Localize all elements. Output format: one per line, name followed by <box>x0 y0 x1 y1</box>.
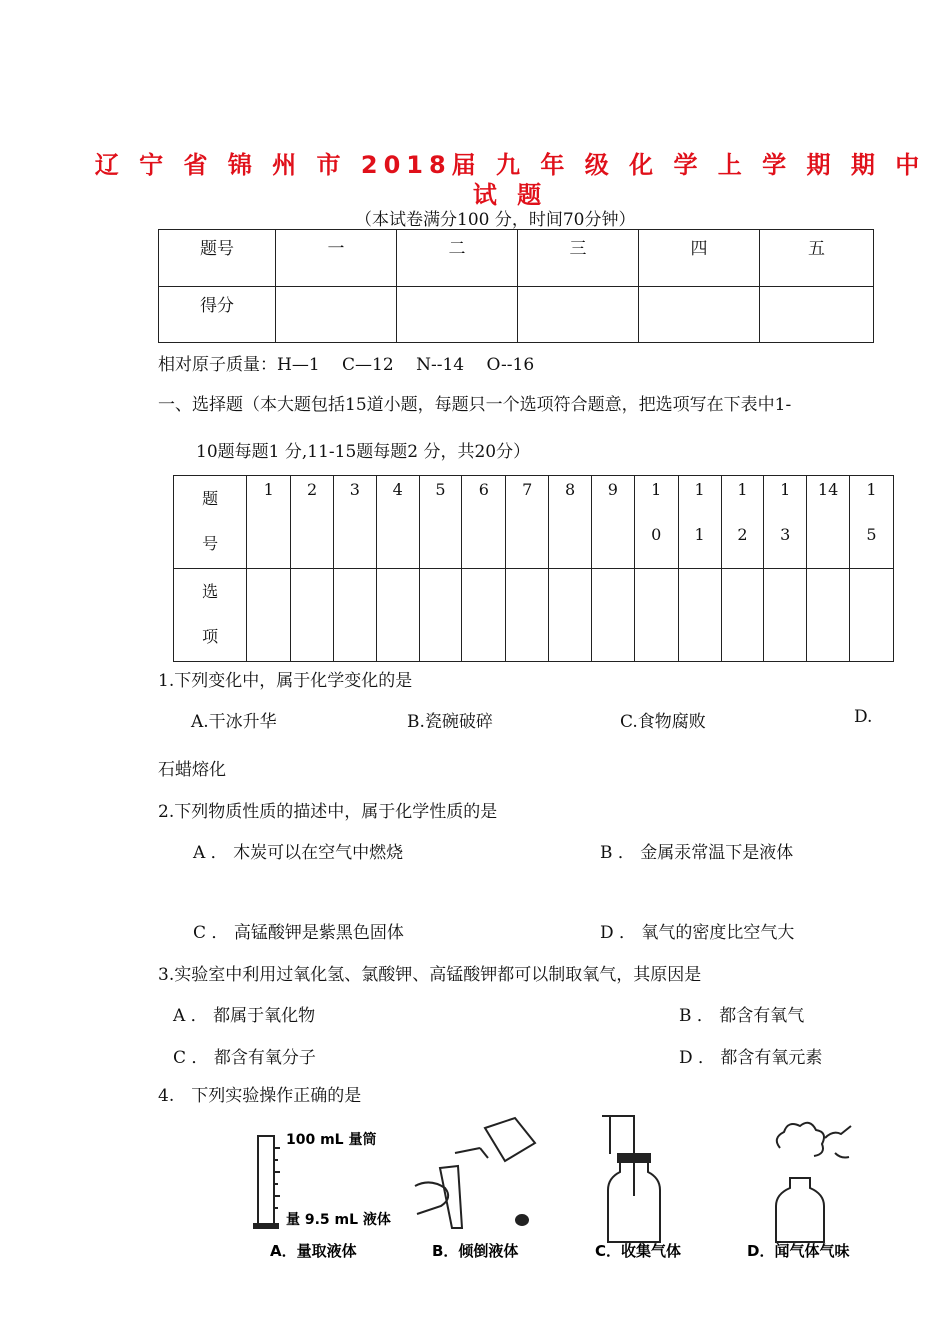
score-header-4: 四 <box>639 230 760 287</box>
answer-number-top: 3 <box>349 480 360 499</box>
answer-table <box>173 475 894 662</box>
answer-choice-cell[interactable] <box>764 569 807 662</box>
score-cell[interactable] <box>760 287 874 343</box>
answer-number-top: 5 <box>435 480 446 499</box>
q1-option-b: B.瓷碗破碎 <box>407 712 493 732</box>
q3-option-d: D ． 都含有氧元素 <box>679 1048 823 1068</box>
q1-option-d: D. <box>854 707 873 727</box>
q2-stem: 2.下列物质性质的描述中，属于化学性质的是 <box>158 802 498 822</box>
answer-number-top: 9 <box>607 480 618 499</box>
score-cell[interactable] <box>276 287 397 343</box>
q4-caption-a: A．量取液体 <box>270 1242 357 1260</box>
q4-figure <box>250 1108 900 1268</box>
answer-number-top: 1 <box>263 480 274 499</box>
answer-choice-cell[interactable] <box>849 569 893 662</box>
answer-number-cell <box>247 476 291 569</box>
answer-row-label-choice <box>174 569 247 662</box>
q1-option-d-cont: 石蜡熔化 <box>158 760 226 780</box>
cylinder-label-top: 100 mL 量筒 <box>286 1132 377 1148</box>
answer-choice-cell[interactable] <box>506 569 549 662</box>
exam-title-line1: 辽 宁 省 锦 州 市 2018届 九 年 级 化 学 上 学 期 期 中 <box>94 151 926 179</box>
score-cell[interactable] <box>518 287 639 343</box>
answer-number-cell <box>807 476 850 569</box>
answer-choice-cell[interactable] <box>333 569 376 662</box>
q1-option-c: C.食物腐败 <box>620 712 706 732</box>
answer-choice-cell[interactable] <box>807 569 850 662</box>
answer-number-bottom: 0 <box>651 525 662 544</box>
answer-number-top: 7 <box>522 480 533 499</box>
label-char: 选 <box>202 582 219 601</box>
answer-number-cell <box>849 476 893 569</box>
answer-choice-cell[interactable] <box>549 569 592 662</box>
q4-caption-c: C．收集气体 <box>595 1242 682 1260</box>
label-char: 项 <box>202 627 219 646</box>
answer-choice-cell[interactable] <box>462 569 506 662</box>
q4-stem: 4. 下列实验操作正确的是 <box>158 1086 362 1106</box>
gas-bottle-drawing <box>602 1116 660 1242</box>
answer-row-label-number <box>174 476 247 569</box>
answer-number-cell <box>764 476 807 569</box>
answer-number-top: 1 <box>780 480 791 499</box>
q3-option-c: C ． 都含有氧分子 <box>173 1048 316 1068</box>
answer-choice-cell[interactable] <box>247 569 291 662</box>
section1-heading-line1: 一、选择题（本大题包括15道小题，每题只一个选项符合题意，把选项写在下表中1- <box>158 395 792 415</box>
score-cell[interactable] <box>639 287 760 343</box>
score-header-3: 三 <box>518 230 639 287</box>
q2-option-a: A ． 木炭可以在空气中燃烧 <box>193 843 404 863</box>
answer-number-bottom: 5 <box>866 525 877 544</box>
answer-number-top: 4 <box>392 480 403 499</box>
answer-choice-cell[interactable] <box>376 569 419 662</box>
label-char: 题 <box>202 489 219 508</box>
answer-number-top: 1 <box>651 480 662 499</box>
score-table <box>158 229 874 343</box>
score-header-1: 一 <box>276 230 397 287</box>
answer-number-cell <box>333 476 376 569</box>
q4-caption-b: B．倾倒液体 <box>432 1242 519 1260</box>
answer-choice-cell[interactable] <box>634 569 678 662</box>
answer-number-top: 1 <box>866 480 877 499</box>
pouring-drawing <box>415 1118 535 1228</box>
answer-number-top: 1 <box>694 480 705 499</box>
answer-choice-cell[interactable] <box>591 569 634 662</box>
answer-number-cell <box>678 476 721 569</box>
answer-number-cell <box>376 476 419 569</box>
q1-stem: 1.下列变化中，属于化学变化的是 <box>158 671 413 691</box>
answer-number-bottom: 2 <box>737 525 748 544</box>
q2-option-b: B ． 金属汞常温下是液体 <box>600 843 794 863</box>
answer-number-cell <box>591 476 634 569</box>
exam-subtitle: （本试卷满分100 分，时间70分钟） <box>355 210 636 230</box>
answer-number-cell <box>634 476 678 569</box>
cylinder-label-bottom: 量 9.5 mL 液体 <box>286 1212 391 1228</box>
score-cell[interactable] <box>397 287 518 343</box>
label-char: 号 <box>202 534 219 553</box>
answer-number-bottom: 3 <box>780 525 791 544</box>
q3-option-a: A ． 都属于氧化物 <box>173 1006 316 1026</box>
answer-number-cell <box>721 476 764 569</box>
answer-number-top: 8 <box>564 480 576 499</box>
answer-number-cell <box>291 476 334 569</box>
exam-title-line2: 试 题 <box>472 181 548 209</box>
q3-stem: 3.实验室中利用过氧化氢、氯酸钾、高锰酸钾都可以制取氧气，其原因是 <box>158 965 702 985</box>
answer-number-cell <box>462 476 506 569</box>
answer-choice-cell[interactable] <box>419 569 462 662</box>
answer-number-cell <box>506 476 549 569</box>
q1-option-a: A.干冰升华 <box>191 712 277 732</box>
answer-number-top: 1 <box>737 480 748 499</box>
smell-gas-drawing <box>776 1123 851 1242</box>
answer-number-bottom: 1 <box>694 525 705 544</box>
answer-number-top: 2 <box>306 480 318 499</box>
q4-caption-d: D．闻气体气味 <box>747 1242 850 1260</box>
q3-option-b: B ． 都含有氧气 <box>679 1006 805 1026</box>
q2-option-d: D ． 氧气的密度比空气大 <box>600 923 795 943</box>
answer-number-top: 14 <box>817 480 839 499</box>
section1-heading-line2: 10题每题1 分,11-15题每题2 分，共20分） <box>196 442 531 462</box>
atomic-mass-line: 相对原子质量：H—1 C—12 N--14 O--16 <box>158 355 535 375</box>
q2-option-c: C ． 高锰酸钾是紫黑色固体 <box>193 923 404 943</box>
graduated-cylinder-drawing <box>254 1136 280 1228</box>
score-row-label: 得分 <box>159 287 276 343</box>
answer-choice-cell[interactable] <box>721 569 764 662</box>
score-header-label: 题号 <box>159 230 276 287</box>
answer-choice-cell[interactable] <box>291 569 334 662</box>
score-header-5: 五 <box>760 230 874 287</box>
answer-choice-cell[interactable] <box>678 569 721 662</box>
score-header-2: 二 <box>397 230 518 287</box>
answer-number-cell <box>419 476 462 569</box>
answer-number-cell <box>549 476 592 569</box>
answer-number-top: 6 <box>478 480 489 499</box>
